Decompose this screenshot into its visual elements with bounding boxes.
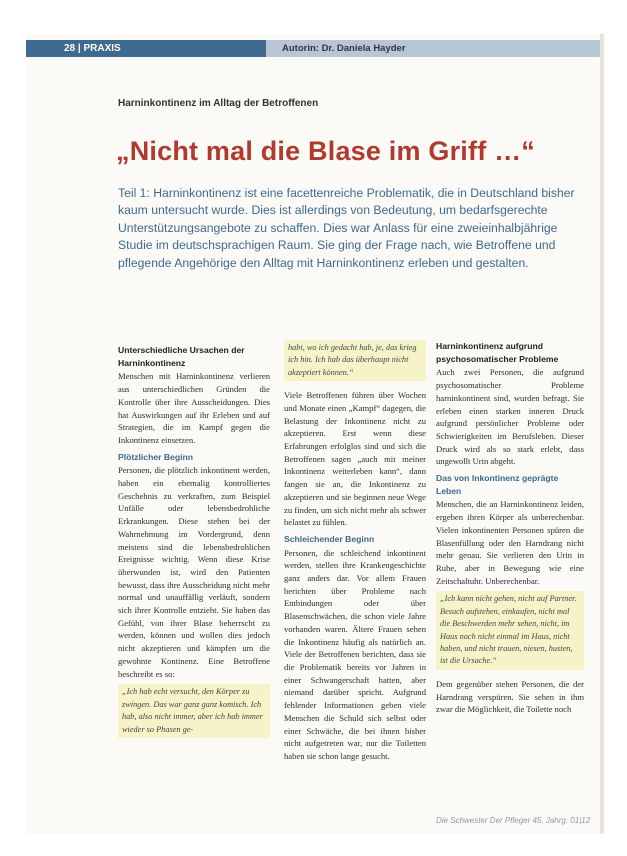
article-headline: „Nicht mal die Blase im Griff …“ bbox=[116, 136, 535, 166]
paragraph: Dem gegenüber stehen Personen, die der Harndrang verspüren. Sie sehen in ihm zwar die Möglichkeit, die Toilette noch bbox=[436, 678, 584, 715]
article-lead: Teil 1: Harninkontinenz ist eine facettenreiche Problematik, die in Deutschland bisher kaum untersucht wurde. Dies ist allerdings von Bedeutung, um bedarfsgerechte Unterstützungsangebote zu schaffen. Dies war Anlass für eine zweieinhalbjährige Studie im deutschsprachigen Raum. Sie ging der Frage nach, wie Betroffene und pflegende Angehörige den Alltag mit Harninkontinenz erleben und gestalten. bbox=[118, 186, 575, 270]
subheading: Harninkontinenz aufgrund psychosomatischer Probleme bbox=[436, 341, 559, 364]
paragraph: Viele Betroffenen führen über Wochen und Monate einen „Kampf“ dagegen, die Belastung der Inkontinenz nicht zu akzeptieren. Erst wenn diese Erfahrungen erfolglos sind und sich die Betroffenen sagen „auch mit meiner Inkontinenz weiterleben kann“, dann fangen sie an, die Inkontinenz zu akzeptieren und sie beginnen neue Wege zu finden, um sich nicht mehr als schwer belastet zu fühlen. bbox=[284, 390, 426, 528]
paragraph: Auch zwei Personen, die aufgrund psychosomatischer Probleme harninkontinent sind, wurden befragt. Sie erleben einen starken inneren Druck aufgrund persönlicher Probleme oder Schwierigkeiten im Berufsleben. Dieser Druck wird als so stark erlebt, dass ungewollt Urin abgeht. bbox=[436, 367, 584, 467]
column-1 bbox=[118, 344, 270, 746]
pull-quote: „Ich kann nicht gehen, nicht auf Partner. Besuch aufstehen, einkaufen, nicht mal die Beschwerden mehr sehen, nicht, im Haus noch nicht einmal im Haus, nicht haben, und nicht trauen, niesen, husten, ist die Ursache.“ bbox=[436, 591, 584, 669]
column-2 bbox=[284, 340, 426, 767]
subheading: Unterschiedliche Ursachen der Harninkontinenz bbox=[118, 345, 245, 368]
section-label: 28 | PRAXIS bbox=[26, 40, 266, 57]
subheading: Plötzlicher Beginn bbox=[118, 451, 193, 462]
subheading: Das von Inkontinenz geprägte Leben bbox=[436, 473, 559, 496]
page-footer: Die Schwester Der Pfleger 45. Jahrg. 01|12 bbox=[436, 816, 591, 825]
subheading: Schleichender Beginn bbox=[284, 533, 375, 544]
paragraph: Personen, die schleichend inkontinent werden, stellen ihre Krankengeschichte ganz anders dar. Vor allem Frauen berichten über Probleme nach Entbindungen oder über Blasenschwächen, die schon viele Jahre vorhanden waren. Ältere Frauen sehen die Inkontinenz häufig als natürlich an. Viele der Betroffenen berichten, dass sie die Problematik bereits vor Jahren in einer Schwangerschaft hatten, aber niemand darüber spricht. Aufgrund fehlender Informationen geben viele Menschen die Schuld sich selbst oder einer Schwäche, die bei ihnen bisher nicht aufgetreten war, nur die Toiletten haben sie schon lange gesucht. bbox=[284, 547, 426, 761]
page-spine bbox=[600, 34, 604, 834]
pull-quote: „Ich hab echt versucht, den Körper zu zwingen. Das war ganz ganz komisch. Ich hab, also nicht immer, aber ich hab immer wieder so Phasen ge- bbox=[118, 684, 270, 738]
paragraph: Menschen mit Harninkontinenz verlieren aus unterschiedlichen Gründen die Kontrolle über ihre Ausscheidungen. Dies hat Auswirkungen auf ihr Erleben und auf Strategien, die im Kampf gegen die Inkontinenz einsetzen. bbox=[118, 371, 270, 445]
column-3 bbox=[436, 340, 584, 720]
author-label: Autorin: Dr. Daniela Hayder bbox=[266, 40, 600, 57]
paragraph: Personen, die plötzlich inkontinent werden, haben ein ehemalig kontrolliertes Geschehnis zu verkraften, zum Beispiel Unfälle oder lebensbedrohliche Erkrankungen. Diese stehen bei der Wahrnehmung im Vordergrund, denn meistens sind die lebensbedrohlichen Ereignisse wichtig. Wenn diese Krise überwunden ist, wird den Patienten bewusst, dass ihre Ausscheidung nicht mehr normal und unauffällig verläuft, sondern sich ihrer Kontrolle entzieht. Sie haben das Gefühl, von ihrer Blase beherrscht zu werden, können und wollen dies jedoch nicht akzeptieren und kämpfen um die gewohnte Kontinenz. Eine Betroffene beschreibt es so: bbox=[118, 465, 270, 679]
page-header bbox=[26, 40, 600, 57]
paragraph: Menschen, die an Harninkontinenz leiden, ergeben ihren Körper als unberechenbar. Vielen inkontinenten Personen spüren die Blasenfüllung oder den Harndrang nicht mehr genau. Sie verlieren den Urin in Ruhe, aber in Bewegung wie eine Zeitschaltuhr. Unberechenbar. bbox=[436, 499, 584, 586]
pull-quote: habt, wo ich gedacht hab, je, das krieg ich hin. Ich hab das überhaupt nicht akzeptiert können.“ bbox=[284, 340, 426, 381]
article-kicker: Harninkontinenz im Alltag der Betroffenen bbox=[118, 98, 319, 109]
